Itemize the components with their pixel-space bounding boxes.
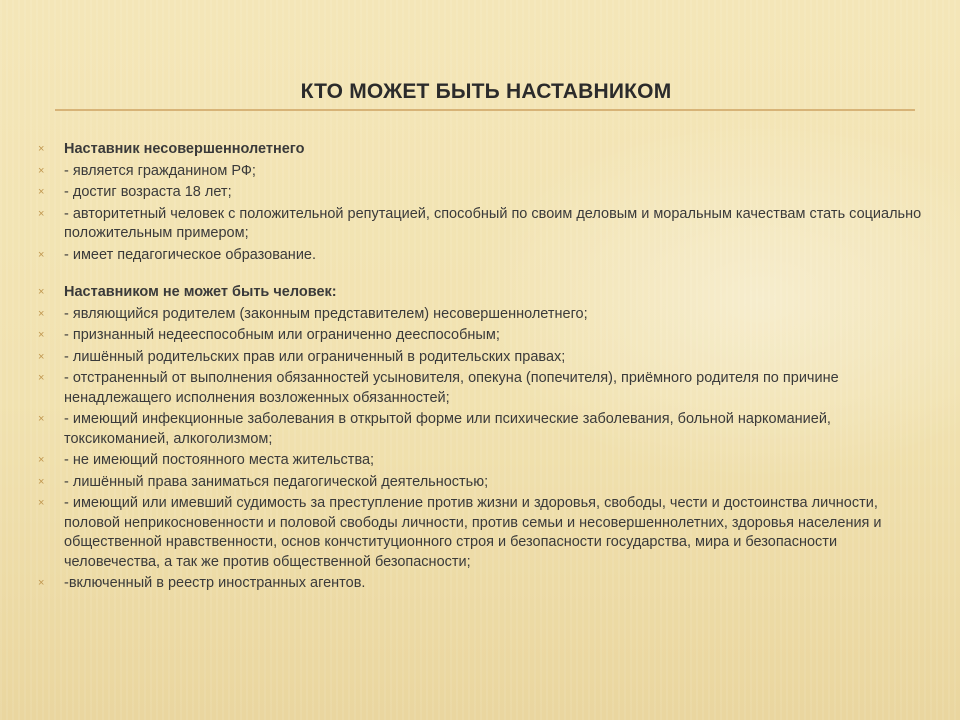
list-item: × - являющийся родителем (законным представителем) несовершеннолетнего; (38, 305, 588, 322)
bullet-x-icon: × (38, 497, 45, 509)
list-item: × - является гражданином РФ; (38, 162, 256, 179)
list-item: × Наставником не может быть человек: (38, 284, 337, 300)
title-divider (55, 109, 915, 111)
bullet-x-icon: × (38, 248, 45, 261)
list-item: × Наставник несовершеннолетнего (38, 141, 305, 157)
section-gap (38, 267, 928, 283)
bullet-x-icon: × (38, 164, 45, 177)
list-item: × - авторитетный человек с положительной репутацией, способный по своим деловым и моральным качествам стать социально положительным примером; (38, 205, 922, 241)
bullet-x-icon: × (38, 207, 45, 220)
mentor-requirements-list (38, 140, 928, 265)
slide-title: КТО МОЖЕТ БЫТЬ НАСТАВНИКОМ (300, 80, 672, 103)
list-item: × - имеющий инфекционные заболевания в открытой форме или психические заболевания, больной наркоманией, токсикоманией, алкоголизмом; (38, 411, 831, 447)
bullet-x-icon: × (38, 413, 45, 425)
bullet-x-icon: × (38, 350, 45, 363)
bullet-x-icon: × (38, 286, 45, 298)
list-item: × - признанный недееспособным или ограниченно дееспособным; (38, 327, 500, 343)
list-item: × - имеет педагогическое образование. (38, 246, 317, 263)
bullet-x-icon: × (38, 475, 45, 488)
list-item: × - лишённый родительских прав или ограниченный в родительских правах; (38, 348, 566, 365)
list-item: × -включенный в реестр иностранных агентов. (38, 575, 366, 591)
list-item: × - не имеющий постоянного места жительства; (38, 452, 375, 468)
mentor-exclusions-list (38, 283, 928, 594)
slide-content (38, 140, 928, 596)
bullet-x-icon: × (38, 307, 45, 320)
list-item: × - достиг возраста 18 лет; (38, 184, 232, 200)
bullet-x-icon: × (38, 329, 45, 341)
bullet-x-icon: × (38, 186, 45, 198)
list-item: × - лишённый права заниматься педагогической деятельностью; (38, 473, 489, 490)
bullet-x-icon: × (38, 372, 45, 384)
bullet-x-icon: × (38, 143, 45, 155)
list-item: × - отстраненный от выполнения обязанностей усыновителя, опекуна (попечителя), приёмного родителя по причине ненадлежащего исполнения возложенных обязанностей; (38, 370, 839, 406)
bullet-x-icon: × (38, 454, 45, 466)
list-item: × - имеющий или имевший судимость за преступление против жизни и здоровья, свободы, чести и достоинства личности, половой неприкосновенности и половой свободы личности, против семьи и несовершеннолетних, здоровья населения и общественной нравственности, основ кончституционного строя и безопасности государства, мира и безопасности человечества, а так же против общественной безопасности; (38, 495, 882, 570)
bullet-x-icon: × (38, 577, 45, 589)
